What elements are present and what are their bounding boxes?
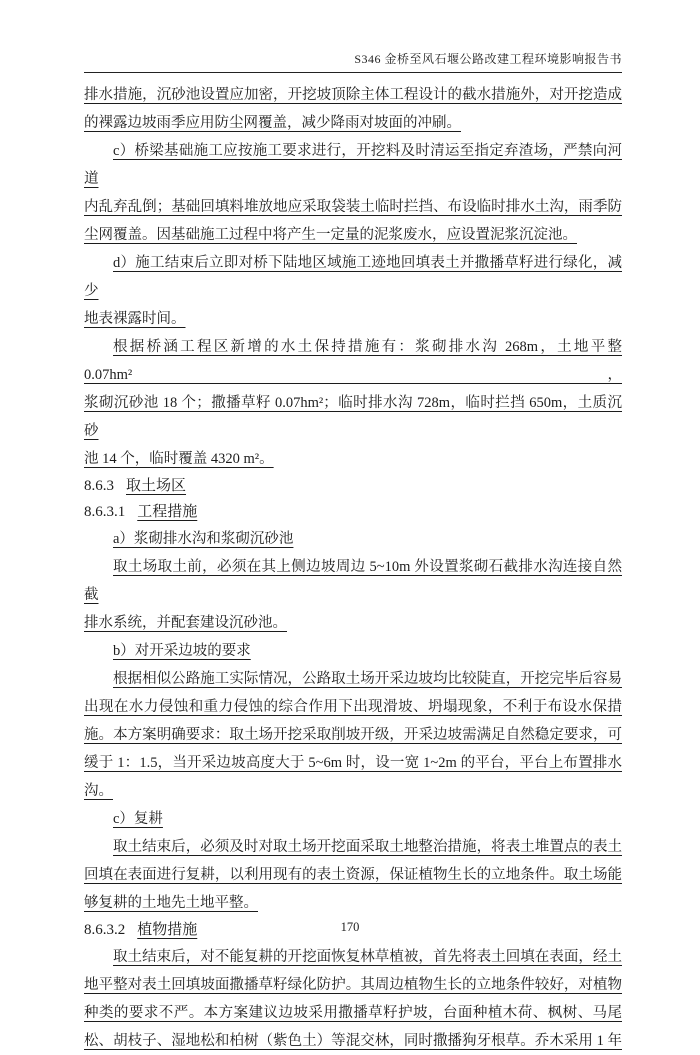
- paragraph-line: 地平整对表土回填坡面撒播草籽绿化防护。其周边植物生长的立地条件较好，对植物: [84, 977, 622, 993]
- paragraph-line: c）桥梁基础施工应按施工要求进行，开挖料及时清运至指定弃渣场，严禁向河道: [84, 143, 622, 187]
- paragraph-line: c）复耕: [113, 811, 163, 827]
- running-header-title: S346 金桥至风石堰公路改建工程环境影响报告书: [354, 52, 622, 66]
- paragraph-line: 缓于 1：1.5，当开采边坡高度大于 5~6m 时，设一宽 1~2m 的平台，平台上布置排水: [84, 755, 622, 771]
- paragraph-line: 够复耕的土地先土地平整。: [84, 895, 258, 911]
- paragraph-line: a）浆砌排水沟和浆砌沉砂池: [113, 531, 294, 547]
- paragraph-line: 排水措施，沉砂池设置应加密，开挖坡顶除主体工程设计的截水措施外，对开挖造成: [84, 87, 622, 103]
- paragraph-line: 排水系统，并配套建设沉砂池。: [84, 615, 287, 631]
- paragraph-line: 内乱弃乱倒；基础回填料堆放地应采取袋装土临时拦挡、布设临时排水土沟，雨季防: [84, 199, 622, 215]
- paragraph-line: 沟。: [84, 783, 113, 799]
- section-number: 8.6.3: [84, 478, 114, 494]
- paragraph-line: 取土结束后，对不能复耕的开挖面恢复林草植被，首先将表土回填在表面，经土: [113, 949, 622, 965]
- paragraph-line: b）对开采边坡的要求: [113, 643, 251, 659]
- paragraph-line: 尘网覆盖。因基础施工过程中将产生一定量的泥浆废水，应设置泥浆沉淀池。: [84, 227, 577, 243]
- section-title: 植物措施: [137, 922, 198, 938]
- paragraph-line: 松、胡枝子、湿地松和柏树（紫色土）等混交林，同时撒播狗牙根草。乔木采用 1 年: [84, 1033, 622, 1049]
- paragraph-line: 取土结束后，必须及时对取土场开挖面采取土地整治措施，将表土堆置点的表土: [113, 839, 622, 855]
- paragraph-line: 浆砌沉砂池 18 个；撒播草籽 0.07hm²；临时排水沟 728m，临时拦挡 650m，土质沉砂: [84, 395, 622, 439]
- section-number: 8.6.3.1: [84, 504, 126, 520]
- section-heading: [84, 473, 622, 499]
- paragraph-line: 种类的要求不严。本方案建议边坡采用撒播草籽护坡，台面种植木荷、枫树、马尾: [84, 1005, 622, 1021]
- paragraph-line: 出现在水力侵蚀和重力侵蚀的综合作用下出现滑坡、坍塌现象，不利于布设水保措: [84, 699, 622, 715]
- paragraph-line: 池 14 个，临时覆盖 4320 m²。: [84, 451, 274, 467]
- paragraph-line: d）施工结束后立即对桥下陆地区域施工迹地回填表土并撒播草籽进行绿化，减少: [84, 255, 622, 299]
- document-body: [84, 81, 622, 1055]
- page-number: 170: [340, 920, 360, 934]
- paragraph-line: 根据桥涵工程区新增的水土保持措施有：浆砌排水沟 268m，土地平整 0.07hm²，: [84, 339, 622, 383]
- paragraph-line: 的裸露边坡雨季应用防尘网覆盖，减少降雨对坡面的冲刷。: [84, 115, 461, 131]
- header-rule: [84, 72, 622, 73]
- section-title: 工程措施: [137, 504, 198, 520]
- paragraph-line: 取土场取土前，必须在其上侧边坡周边 5~10m 外设置浆砌石截排水沟连接自然截: [84, 559, 622, 603]
- section-title: 取土场区: [126, 478, 187, 494]
- content-column: [84, 0, 622, 1055]
- paragraph-line: 根据相似公路施工实际情况，公路取土场开采边坡均比较陡直，开挖完毕后容易: [113, 671, 622, 687]
- section-heading: [84, 499, 622, 525]
- paragraph-line: 回填在表面进行复耕，以利用现有的表土资源，保证植物生长的立地条件。取土场能: [84, 867, 622, 883]
- paragraph-line: 地表裸露时间。: [84, 311, 186, 327]
- section-number: 8.6.3.2: [84, 922, 126, 938]
- paragraph-line: 施。本方案明确要求：取土场开挖采取削坡开级，开采边坡需满足自然稳定要求，可: [84, 727, 622, 743]
